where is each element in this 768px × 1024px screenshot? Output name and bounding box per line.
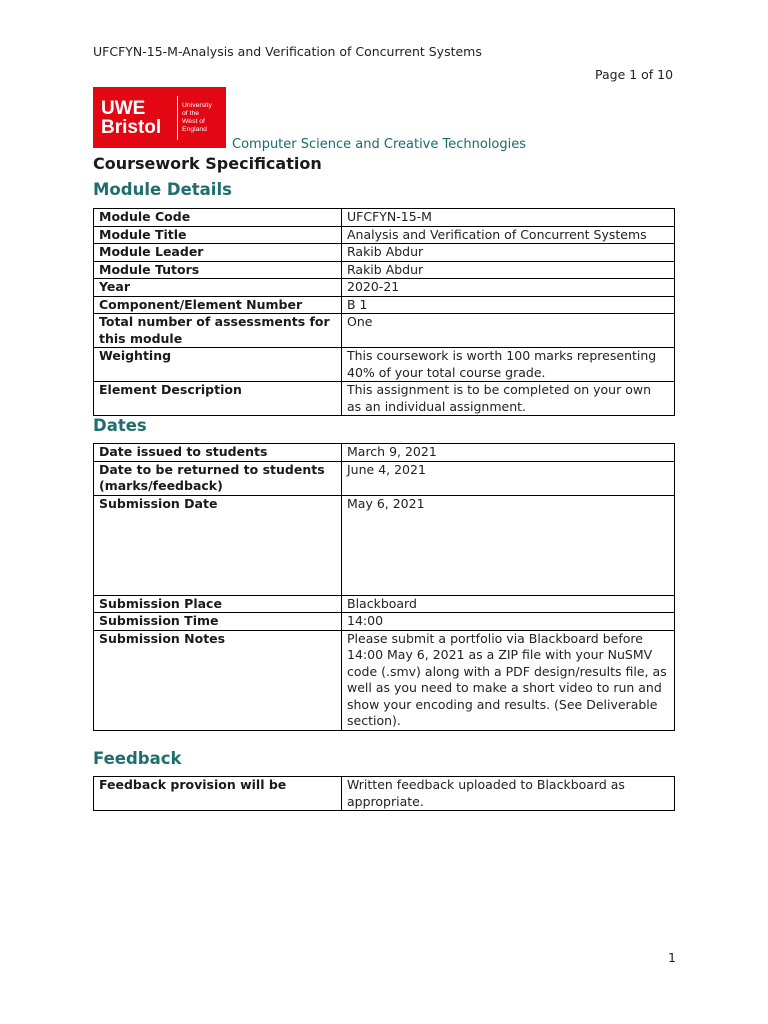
row-value: 2020-21 — [342, 279, 675, 297]
table-row — [94, 495, 675, 595]
logo-subtext — [182, 102, 212, 134]
row-value: May 6, 2021 — [342, 495, 675, 595]
document-title: Coursework Specification — [93, 154, 322, 173]
row-key: Submission Notes — [94, 630, 342, 730]
row-key: Feedback provision will be — [94, 777, 342, 811]
uwe-bristol-logo — [93, 87, 226, 148]
row-value: 14:00 — [342, 613, 675, 631]
table-row — [94, 777, 675, 811]
row-value: Please submit a portfolio via Blackboard before 14:00 May 6, 2021 as a ZIP file with your NuSMV code (.smv) along with a PDF design/results file, as well as you need to make a short video to run and show your encoding and results. (See Deliverable section). — [342, 630, 675, 730]
row-value: June 4, 2021 — [342, 461, 675, 495]
table-row — [94, 382, 675, 416]
row-key: Module Leader — [94, 244, 342, 262]
row-value: B 1 — [342, 296, 675, 314]
department-name: Computer Science and Creative Technologies — [232, 137, 527, 152]
feedback-heading: Feedback — [93, 749, 182, 768]
row-value: Blackboard — [342, 595, 675, 613]
table-row — [94, 226, 675, 244]
row-key: Component/Element Number — [94, 296, 342, 314]
module-details-heading: Module Details — [93, 180, 232, 199]
table-row — [94, 613, 675, 631]
logo-sub-2: of the — [182, 109, 200, 117]
row-key: Date to be returned to students (marks/feedback) — [94, 461, 342, 495]
row-key: Module Code — [94, 209, 342, 227]
row-value: UFCFYN-15-M — [342, 209, 675, 227]
feedback-table — [93, 776, 675, 811]
table-row — [94, 261, 675, 279]
table-row — [94, 209, 675, 227]
row-key: Module Title — [94, 226, 342, 244]
logo-line-1: UWE — [101, 97, 146, 119]
row-value: March 9, 2021 — [342, 444, 675, 462]
row-value: This assignment is to be completed on your own as an individual assignment. — [342, 382, 675, 416]
row-value: Rakib Abdur — [342, 244, 675, 262]
dates-table — [93, 443, 675, 731]
logo-wordmark — [93, 99, 175, 137]
table-row — [94, 244, 675, 262]
logo-sub-3: West of — [182, 117, 205, 125]
row-value: Rakib Abdur — [342, 261, 675, 279]
row-key: Submission Date — [94, 495, 342, 595]
table-row — [94, 279, 675, 297]
logo-line-2: Bristol — [101, 116, 162, 138]
row-value: This coursework is worth 100 marks representing 40% of your total course grade. — [342, 348, 675, 382]
table-row — [94, 630, 675, 730]
row-key: Date issued to students — [94, 444, 342, 462]
footer-page-number: 1 — [668, 950, 676, 965]
table-row — [94, 444, 675, 462]
table-row — [94, 296, 675, 314]
logo-divider — [177, 96, 178, 140]
dates-heading: Dates — [93, 416, 147, 435]
row-key: Element Description — [94, 382, 342, 416]
row-key: Submission Place — [94, 595, 342, 613]
logo-sub-1: University — [182, 101, 212, 109]
row-key: Year — [94, 279, 342, 297]
row-value: Written feedback uploaded to Blackboard as appropriate. — [342, 777, 675, 811]
module-details-table — [93, 208, 675, 416]
row-key: Total number of assessments for this module — [94, 314, 342, 348]
row-key: Submission Time — [94, 613, 342, 631]
row-key: Weighting — [94, 348, 342, 382]
table-row — [94, 348, 675, 382]
running-header: UFCFYN-15-M-Analysis and Verification of Concurrent Systems — [93, 44, 482, 59]
page-indicator: Page 1 of 10 — [595, 67, 674, 82]
row-value: One — [342, 314, 675, 348]
row-value: Analysis and Verification of Concurrent Systems — [342, 226, 675, 244]
table-row — [94, 595, 675, 613]
row-key: Module Tutors — [94, 261, 342, 279]
table-row — [94, 314, 675, 348]
logo-sub-4: England — [182, 125, 207, 133]
table-row — [94, 461, 675, 495]
